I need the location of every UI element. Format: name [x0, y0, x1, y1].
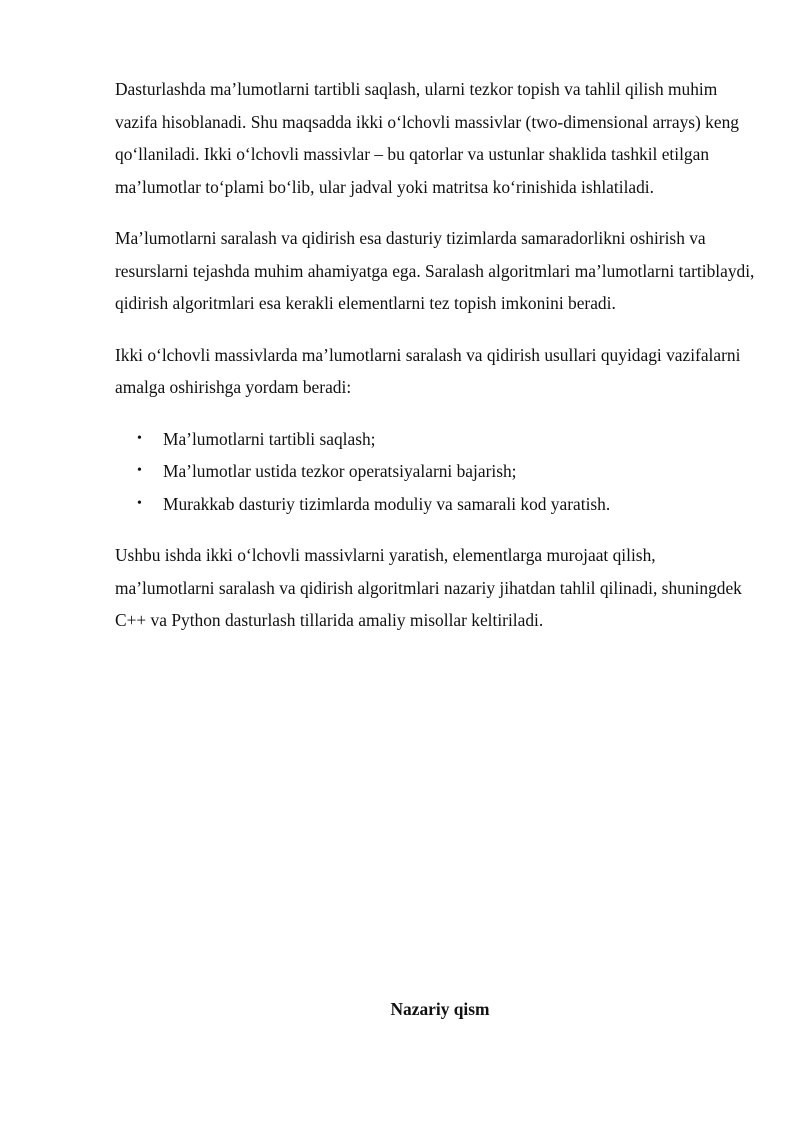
bullet-item: [115, 455, 755, 488]
paragraph-tasks-intro: Ikki o‘lchovli massivlarda ma’lumotlarni saralash va qidirish usullari quyidagi vazifalarni amalga oshirishga yordam beradi:: [115, 344, 741, 397]
bullet-icon: •: [137, 495, 142, 511]
bullet-text: Murakkab dasturiy tizimlarda moduliy va samarali kod yaratish.: [163, 493, 611, 514]
bullet-text: Ma’lumotlar ustida tezkor operatsiyalarni bajarish;: [163, 461, 517, 481]
paragraph-closing: Ushbu ishda ikki o‘lchovli massivlarni yaratish, elementlarga murojaat qilish, ma’lumotlarni saralash va qidirish algoritmlari nazariy jihatdan tahlil qilinadi, shuningdek C++ va Python dasturlash tillarida amaliy misollar keltiriladi.: [115, 545, 742, 630]
bullet-item: [115, 488, 755, 521]
bullet-text: Ma’lumotlarni tartibli saqlash;: [163, 428, 376, 449]
bullet-icon: •: [137, 463, 142, 478]
paragraph-intro: Dasturlashda ma’lumotlarni tartibli saqlash, ularni tezkor topish va tahlil qilish muhim vazifa hisoblanadi. Shu maqsadda ikki o‘lchovli massivlar (two-dimensional arrays) keng qo‘llaniladi. Ikki o‘lchovli massivlar – bu qatorlar va ustunlar shaklida tashkil etilgan ma’lumotlar to‘plami bo‘lib, ular jadval yoki matritsa ko‘rinishida ishlatiladi.: [115, 79, 739, 197]
bullet-list: [115, 423, 755, 521]
paragraph-sorting-searching: Ma’lumotlarni saralash va qidirish esa dasturiy tizimlarda samaradorlikni oshirish va resurslarni tejashda muhim ahamiyatga ega. Saralash algoritmlari ma’lumotlarni tartiblaydi, qidirish algoritmlari esa kerakli elementlarni tez topish imkonini beradi.: [115, 228, 755, 313]
document-body: [115, 73, 755, 656]
section-heading: Nazariy qism: [390, 999, 490, 1019]
bullet-item: [115, 423, 755, 456]
bullet-icon: •: [137, 430, 142, 446]
